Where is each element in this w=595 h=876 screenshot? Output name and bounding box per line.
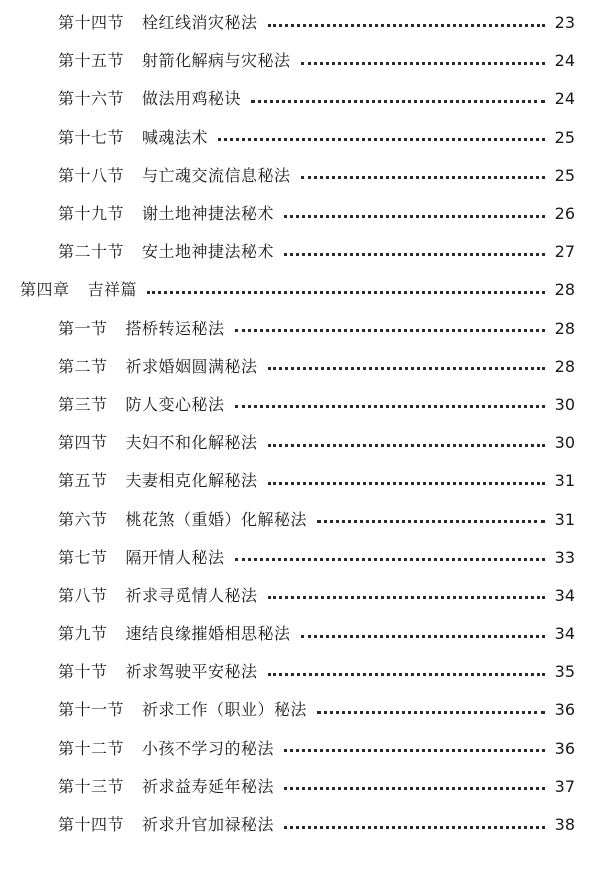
dot-leader — [268, 367, 545, 370]
dot-leader — [317, 711, 545, 714]
toc-entry[interactable] — [0, 4, 595, 42]
section-title: 祈求工作（职业）秘法 — [142, 700, 308, 720]
chapter-title: 吉祥篇 — [87, 280, 138, 300]
toc-entry[interactable] — [0, 310, 595, 348]
section-number: 第六节 — [58, 509, 108, 529]
page-number: 23 — [554, 13, 575, 33]
section-title: 夫妇不和化解秘法 — [125, 433, 258, 453]
dot-leader — [268, 444, 545, 447]
section-title: 谢土地神捷法秘术 — [142, 204, 275, 224]
page-number: 28 — [554, 356, 575, 376]
section-number: 第十四节 — [58, 815, 125, 835]
dot-leader — [301, 635, 545, 638]
page-number: 24 — [554, 51, 575, 71]
page-number: 30 — [554, 394, 575, 414]
page-number: 38 — [554, 815, 575, 835]
page-number: 37 — [554, 776, 575, 796]
section-title: 防人变心秘法 — [125, 394, 225, 414]
section-title: 祈求益寿延年秘法 — [142, 776, 275, 796]
toc-entry[interactable] — [0, 462, 595, 500]
page-number: 35 — [554, 662, 575, 682]
page-number: 34 — [554, 624, 575, 644]
section-number: 第一节 — [58, 318, 108, 338]
section-number: 第十二节 — [58, 738, 125, 758]
toc-entry[interactable] — [0, 806, 595, 844]
dot-leader — [268, 24, 545, 27]
dot-leader — [284, 749, 545, 752]
page-number: 28 — [554, 280, 575, 300]
section-title: 夫妻相克化解秘法 — [125, 471, 258, 491]
section-number: 第十八节 — [58, 165, 125, 185]
section-title: 桃花煞（重婚）化解秘法 — [125, 509, 308, 529]
dot-leader — [147, 291, 545, 294]
toc-entry[interactable] — [0, 539, 595, 577]
toc-entry[interactable] — [0, 348, 595, 386]
toc-entry[interactable] — [0, 768, 595, 806]
page-number: 36 — [554, 738, 575, 758]
section-number: 第二节 — [58, 356, 108, 376]
section-title: 祈求升官加禄秘法 — [142, 815, 275, 835]
toc-entry[interactable] — [0, 195, 595, 233]
section-number: 第十九节 — [58, 204, 125, 224]
section-number: 第五节 — [58, 471, 108, 491]
toc-entry[interactable] — [0, 500, 595, 538]
dot-leader — [317, 520, 545, 523]
section-title: 与亡魂交流信息秘法 — [142, 165, 291, 185]
dot-leader — [235, 329, 545, 332]
section-number: 第四节 — [58, 433, 108, 453]
section-title: 栓红线消灾秘法 — [142, 13, 258, 33]
dot-leader — [235, 558, 545, 561]
page-number: 25 — [554, 165, 575, 185]
section-number: 第三节 — [58, 394, 108, 414]
toc-entry[interactable] — [0, 615, 595, 653]
toc-chapter-entry[interactable] — [0, 271, 595, 309]
section-number: 第十五节 — [58, 51, 125, 71]
section-number: 第十一节 — [58, 700, 125, 720]
section-number: 第八节 — [58, 585, 108, 605]
toc-entry[interactable] — [0, 424, 595, 462]
dot-leader — [268, 482, 545, 485]
section-title: 安土地神捷法秘术 — [142, 242, 275, 262]
section-number: 第十四节 — [58, 13, 125, 33]
chapter-number: 第四章 — [20, 280, 70, 300]
toc-entry[interactable] — [0, 653, 595, 691]
section-number: 第十七节 — [58, 127, 125, 147]
dot-leader — [251, 100, 545, 103]
dot-leader — [235, 405, 545, 408]
page-number: 26 — [554, 204, 575, 224]
dot-leader — [301, 176, 545, 179]
section-number: 第七节 — [58, 547, 108, 567]
page-number: 24 — [554, 89, 575, 109]
dot-leader — [284, 253, 545, 256]
section-title: 做法用鸡秘诀 — [142, 89, 242, 109]
section-title: 速结良缘摧婚相思秘法 — [125, 624, 291, 644]
toc-entry[interactable] — [0, 42, 595, 80]
page-number: 31 — [554, 509, 575, 529]
dot-leader — [284, 787, 545, 790]
page-number: 25 — [554, 127, 575, 147]
toc-entry[interactable] — [0, 157, 595, 195]
dot-leader — [284, 215, 545, 218]
section-title: 祈求婚姻圆满秘法 — [125, 356, 258, 376]
section-number: 第九节 — [58, 624, 108, 644]
dot-leader — [218, 138, 545, 141]
section-number: 第十三节 — [58, 776, 125, 796]
page-number: 28 — [554, 318, 575, 338]
section-title: 搭桥转运秘法 — [125, 318, 225, 338]
page-number: 27 — [554, 242, 575, 262]
page-number: 31 — [554, 471, 575, 491]
section-number: 第十节 — [58, 662, 108, 682]
page-number: 30 — [554, 433, 575, 453]
section-title: 射箭化解病与灾秘法 — [142, 51, 291, 71]
table-of-contents — [0, 4, 595, 844]
page-number: 36 — [554, 700, 575, 720]
dot-leader — [268, 673, 545, 676]
section-title: 隔开情人秘法 — [125, 547, 225, 567]
toc-entry[interactable] — [0, 386, 595, 424]
toc-entry[interactable] — [0, 577, 595, 615]
dot-leader — [268, 596, 545, 599]
toc-entry[interactable] — [0, 730, 595, 768]
toc-entry[interactable] — [0, 233, 595, 271]
dot-leader — [301, 62, 545, 65]
section-number: 第十六节 — [58, 89, 125, 109]
section-title: 祈求驾驶平安秘法 — [125, 662, 258, 682]
dot-leader — [284, 826, 545, 829]
toc-entry[interactable] — [0, 119, 595, 157]
section-title: 祈求寻觅情人秘法 — [125, 585, 258, 605]
section-title: 喊魂法术 — [142, 127, 209, 147]
section-number: 第二十节 — [58, 242, 125, 262]
page-number: 34 — [554, 585, 575, 605]
section-title: 小孩不学习的秘法 — [142, 738, 275, 758]
page-number: 33 — [554, 547, 575, 567]
toc-entry[interactable] — [0, 80, 595, 118]
toc-entry[interactable] — [0, 691, 595, 729]
